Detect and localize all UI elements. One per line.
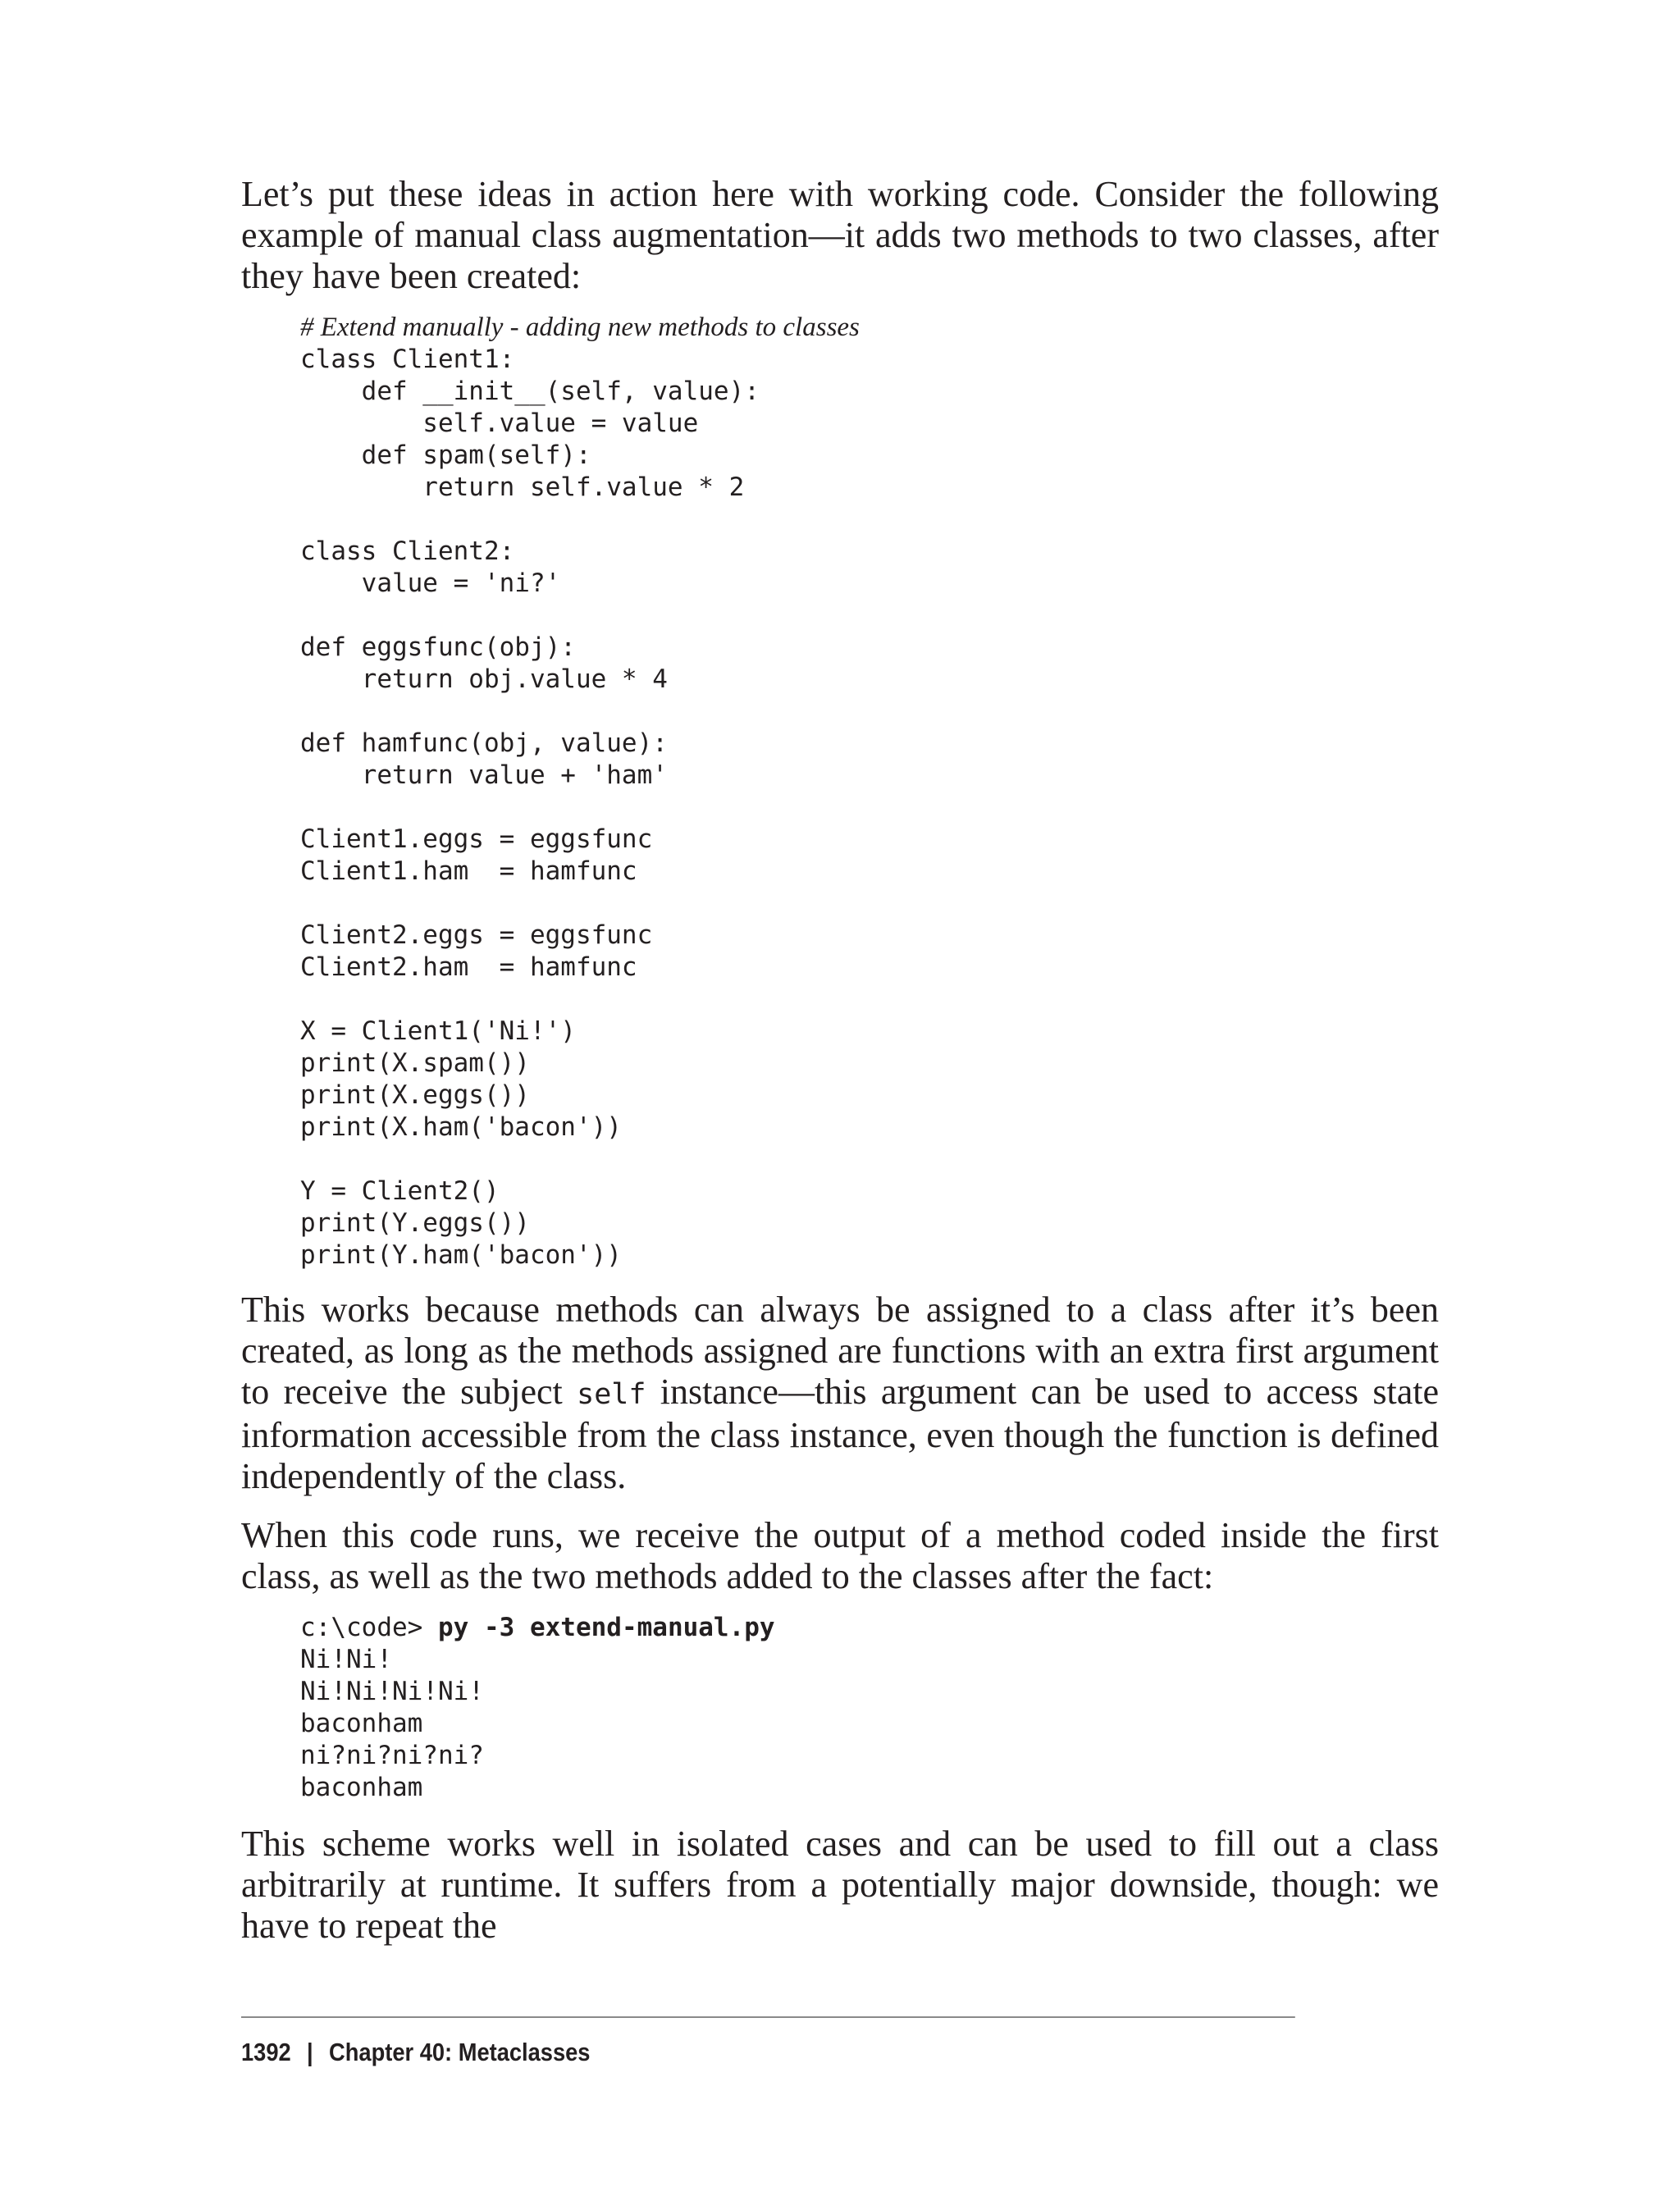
code-listing	[241, 312, 1439, 1271]
inline-code-self: self	[577, 1378, 646, 1411]
intro-paragraph: Let’s put these ideas in action here with working code. Consider the following example of manual class augmentation—it adds two methods to two classes, after they have been created:	[241, 174, 1439, 296]
chapter-title: Chapter 40: Metaclasses	[329, 2038, 591, 2066]
console-prompt: c:\code>	[300, 1613, 438, 1642]
code-body: class Client1: def __init__(self, value): self.value = value def spam(self): return self.value * 2 class Client2: value = 'ni?' def eggsfunc(obj): return obj.value * 4 def hamfunc(obj, value): return value + 'ham' Client1.eggs = eggsfunc Client1.ham = hamfunc Client2.eggs = eggsfunc Client2.ham = hamfunc X = Client1('Ni!') print(X.spam()) print(X.eggs()) print(X.ham('bacon')) Y = Client2() print(Y.eggs()) print(Y.ham('bacon'))	[300, 345, 760, 1270]
console-output: Ni!Ni! Ni!Ni!Ni!Ni! baconham ni?ni?ni?ni? baconham	[300, 1645, 484, 1802]
explanation-text-before: This works because methods can always be assigned to a class after it’s been created, as long as the methods assigned are functions with an extra first argument to receive the subject	[241, 1290, 1439, 1412]
output-intro-paragraph: When this code runs, we receive the output of a method coded inside the first class, as well as the two methods added to the classes after the fact:	[241, 1515, 1439, 1596]
scheme-paragraph: This scheme works well in isolated cases and can be used to fill out a class arbitrarily at runtime. It suffers from a potentially major downside, though: we have to repeat the	[241, 1824, 1439, 1946]
page-number: 1392	[241, 2038, 291, 2066]
console-command: py -3 extend-manual.py	[437, 1613, 775, 1642]
page-footer	[241, 2016, 1295, 2067]
console-listing	[241, 1612, 1439, 1804]
page-body	[241, 174, 1439, 1947]
explanation-text-after: instance—this argument can be used to access state information accessible from the class instance, even though the function is defined independently of the class.	[241, 1372, 1439, 1496]
code-comment: # Extend manually - adding new methods to classes	[300, 313, 860, 342]
explanation-paragraph	[241, 1290, 1439, 1497]
footer-separator: |	[307, 2038, 313, 2066]
